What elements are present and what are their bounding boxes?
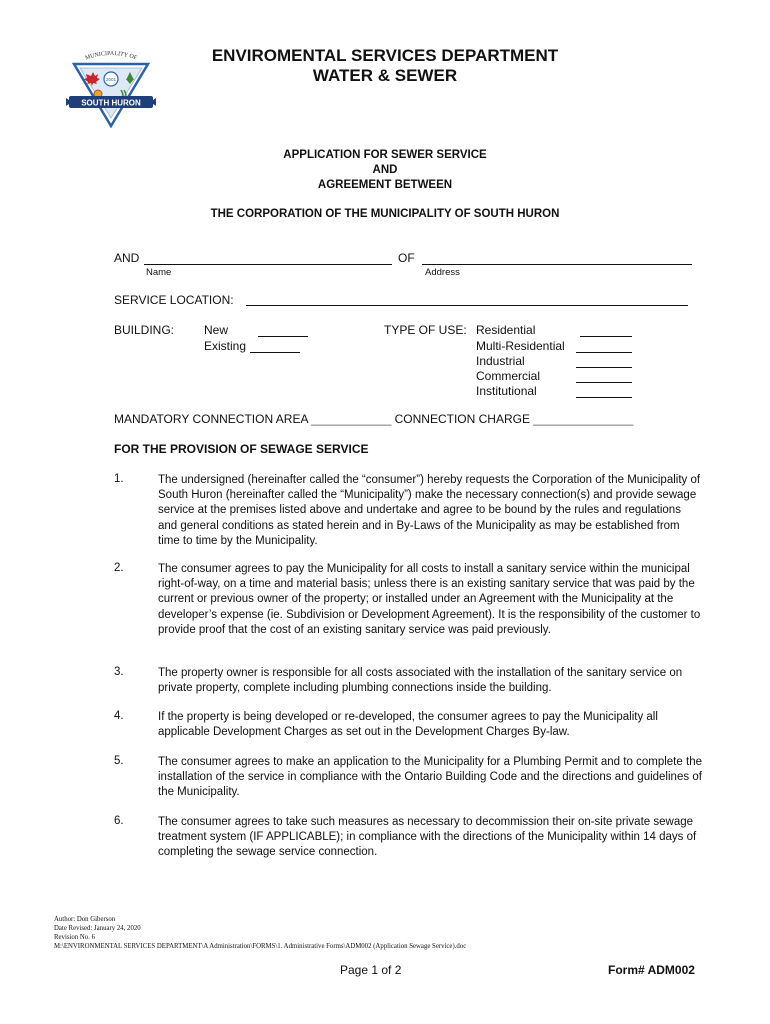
use-residential-field[interactable] xyxy=(580,336,632,337)
logo-banner-text: SOUTH HURON xyxy=(81,98,141,108)
clause-1-text: The undersigned (hereinafter called the “consumer”) hereby requests the Corporation of the Municipality of South Huron (hereinafter called the “Municipality”) make the necessary connection(s) and provide sewage service at the premises listed above and undertake and agree to be bound by the rules and regulations and general conditions as stated herein and in By-Laws of the Municipality as may be established from time to time by the Municipality. xyxy=(158,474,701,547)
connection-charge-field[interactable]: _______________ xyxy=(533,412,634,426)
application-heading-line3: AGREEMENT BETWEEN xyxy=(317,179,453,191)
south-huron-logo xyxy=(66,46,156,128)
footer-author: Author: Don Giberson xyxy=(54,916,116,923)
building-new-label: New xyxy=(204,323,229,337)
form-number: Form# ADM002 xyxy=(608,963,695,977)
department-title-line2: WATER & SEWER xyxy=(312,66,458,85)
clause-3-text: The property owner is responsible for all costs associated with the installation of the sanitary service on private property, complete including plumbing connections inside the building. xyxy=(158,667,683,695)
service-location-label: SERVICE LOCATION: xyxy=(114,293,234,307)
building-existing-label: Existing xyxy=(204,339,247,353)
department-title xyxy=(150,46,620,86)
use-industrial-field[interactable] xyxy=(576,367,632,368)
clause-2-number: 2. xyxy=(114,562,124,574)
clause-4-number: 4. xyxy=(114,710,124,722)
and-label: AND xyxy=(114,251,140,265)
logo-arc-text: MUNICIPALITY OF xyxy=(84,50,138,62)
name-caption: Name xyxy=(146,267,172,278)
service-location-field[interactable] xyxy=(246,305,688,306)
address-field[interactable] xyxy=(422,264,692,265)
footer-revision: Revision No. 6 xyxy=(54,934,95,941)
department-title-line1: ENVIROMENTAL SERVICES DEPARTMENT xyxy=(211,46,559,65)
use-commercial-field[interactable] xyxy=(576,382,632,383)
building-existing-field[interactable] xyxy=(250,352,300,353)
connection-charge-label: CONNECTION CHARGE xyxy=(394,412,530,426)
use-institutional-field[interactable] xyxy=(576,397,632,398)
footer-date-revised: Date Revised: January 24, 2020 xyxy=(54,925,141,932)
building-label: BUILDING: xyxy=(114,323,175,337)
use-industrial-label: Industrial xyxy=(476,354,525,368)
building-new-field[interactable] xyxy=(258,336,308,337)
name-field[interactable] xyxy=(144,264,392,265)
clause-5-text: The consumer agrees to make an application to the Municipality for a Plumbing Permit and to complete the installation of the service in compliance with the Ontario Building Code and the directions and guidelines of the Municipality. xyxy=(158,756,702,799)
footer-file-path: M:\ENVIRONMENTAL SERVICES DEPARTMENT\A Administration\FORMS\1. Administrative Forms\ADM002 (Application Sewage Service).doc xyxy=(54,943,467,950)
application-heading-line1: APPLICATION FOR SEWER SERVICE xyxy=(283,149,487,161)
clause-6-text: The consumer agrees to take such measures as necessary to decommission their on-site private sewage treatment system (IF APPLICABLE); in compliance with the directions of the Municipality within 14 days of completing the sewage service connection. xyxy=(158,816,697,859)
use-commercial-label: Commercial xyxy=(476,369,541,383)
logo-year: 2001 xyxy=(105,77,117,82)
corporation-heading: THE CORPORATION OF THE MUNICIPALITY OF SOUTH HURON xyxy=(210,208,560,220)
document-footer xyxy=(54,915,466,951)
clause-6-number: 6. xyxy=(114,815,124,827)
section-title: FOR THE PROVISION OF SEWAGE SERVICE xyxy=(114,442,369,456)
application-heading xyxy=(100,148,670,193)
clause-4-text: If the property is being developed or re-developed, the consumer agrees to pay the Municipality all applicable Development Charges as set out in the Development Charges By-law. xyxy=(158,711,658,739)
mandatory-connection-field[interactable]: ____________ xyxy=(311,412,392,426)
use-residential-label: Residential xyxy=(476,323,536,337)
of-label: OF xyxy=(398,251,415,265)
page-number: Page 1 of 2 xyxy=(340,963,402,977)
mandatory-connection-row xyxy=(114,412,633,426)
use-multi-residential-field[interactable] xyxy=(576,352,632,353)
application-heading-line2: AND xyxy=(372,164,398,176)
clause-5-number: 5. xyxy=(114,755,124,767)
clause-3-number: 3. xyxy=(114,666,124,678)
clause-2-text: The consumer agrees to pay the Municipality for all costs to install a sanitary service within the municipal right-of-way, on a time and material basis; unless there is an existing sanitary service that was paid by the current or previous owner of the property; or installed under an Agreement with the Municipality at the developer’s expense (ie. Subdivision or Development Agreement). It is the responsibility of the customer to provide proof that the cost of an existing sanitary service was paid previously. xyxy=(158,563,701,636)
use-institutional-label: Institutional xyxy=(476,384,537,398)
mandatory-connection-label: MANDATORY CONNECTION AREA xyxy=(114,412,308,426)
clause-1-number: 1. xyxy=(114,473,124,485)
use-multi-residential-label: Multi-Residential xyxy=(476,339,565,353)
address-caption: Address xyxy=(425,267,460,278)
type-of-use-label: TYPE OF USE: xyxy=(384,323,467,337)
